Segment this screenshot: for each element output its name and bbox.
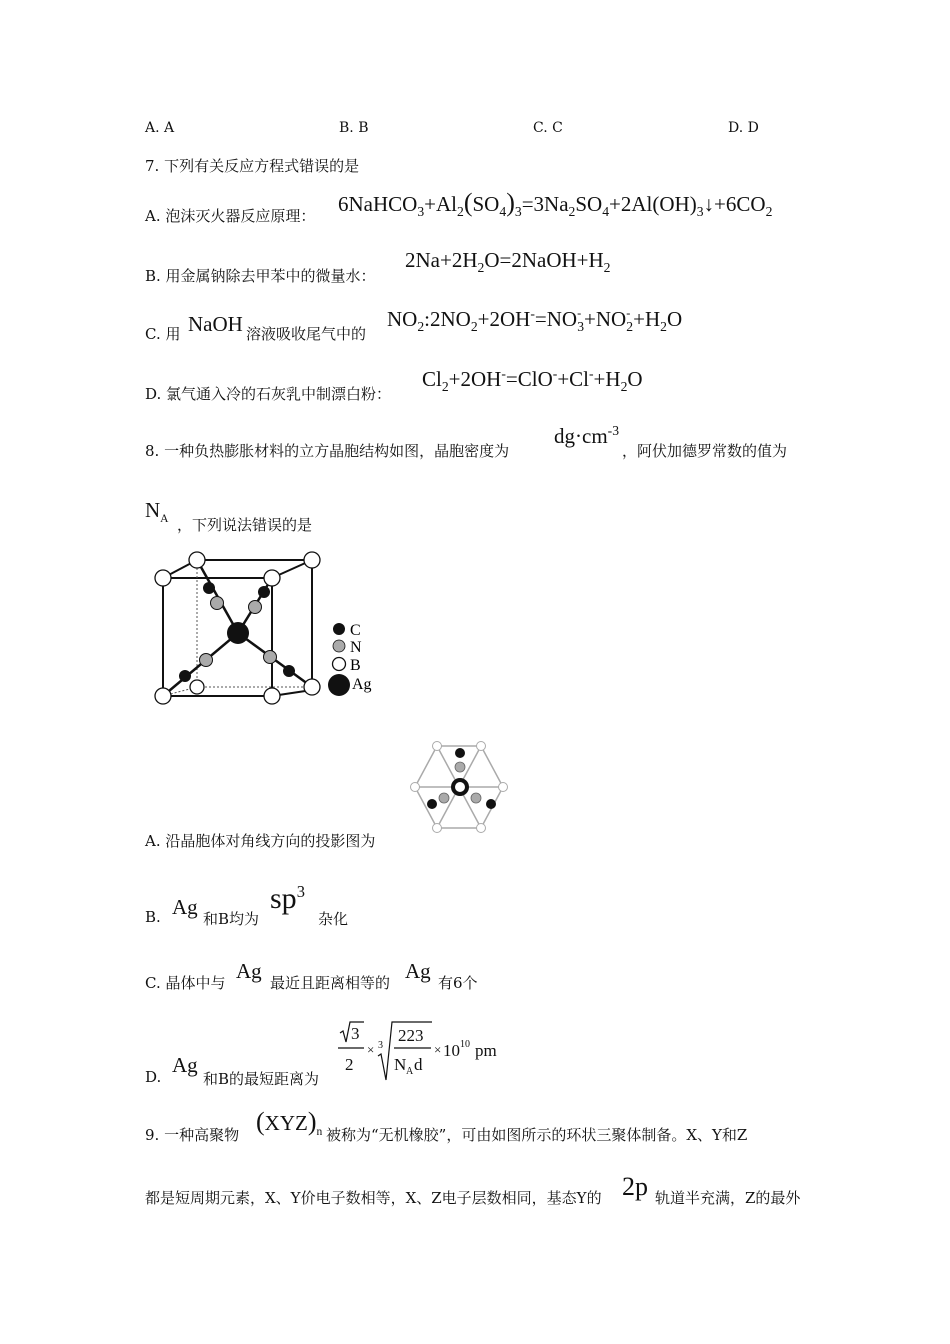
legend-ag-label: Ag: [352, 676, 372, 693]
legend-b-label: B: [350, 657, 361, 674]
svg-text:×: ×: [367, 1042, 375, 1057]
q7-option-c-equation: $NO_2:2NO_2+2OH^-=NO_{-3}+NO_{-2}+H_2O$: [387, 306, 683, 335]
ag-b-overlap-atom: [453, 780, 467, 794]
c-atom: [486, 799, 496, 809]
b-atom: [264, 570, 280, 586]
q8-stem-1: 8. 一种负热膨胀材料的立方晶胞结构如图，晶胞密度为: [145, 442, 510, 460]
legend-n-marker: [333, 640, 345, 652]
c-atom: [179, 670, 191, 682]
b-atom: [477, 742, 486, 751]
q8-stem-2: ，阿伏加德罗常数的值为: [622, 442, 788, 460]
svg-text:A: A: [406, 1066, 414, 1077]
projection-figure: [405, 738, 517, 838]
b-atom: [264, 688, 280, 704]
q8-na-symbol: $N_A$: [145, 498, 169, 526]
crystal-cell-figure: [150, 550, 390, 720]
q8-option-d-numerator: 223: [398, 1026, 424, 1045]
n-atom: [455, 762, 465, 772]
c-atom: [427, 799, 437, 809]
n-atom: [471, 793, 481, 803]
b-atom: [304, 679, 320, 695]
q8-option-c-mid: 最近且距离相等的: [270, 974, 391, 992]
option-d: D. D: [728, 120, 759, 136]
svg-text:10: 10: [460, 1039, 470, 1050]
q8-option-b-mid: 和B均为: [203, 910, 260, 928]
c-atom: [203, 582, 215, 594]
b-atom: [433, 742, 442, 751]
q9-stem-2: 被称为“无机橡胶”，可由如图所示的环状三聚体制备。X、Y和Z: [326, 1126, 748, 1144]
q8-option-d-unit: pm: [475, 1041, 497, 1060]
b-atom: [433, 824, 442, 833]
b-atom: [190, 680, 204, 694]
q9-stem-4: 轨道半充满，Z的最外: [655, 1189, 801, 1207]
legend-ag-marker: [328, 674, 350, 696]
q8-option-d-mid: 和B的最短距离为: [203, 1070, 320, 1088]
q7-option-b-label: B. 用金属钠除去甲苯中的微量水：: [145, 267, 376, 285]
n-atom: [211, 597, 224, 610]
n-atom: [439, 793, 449, 803]
q8-option-d-ag: Ag: [172, 1053, 198, 1077]
b-atom: [155, 570, 171, 586]
n-atom: [200, 654, 213, 667]
b-atom: [411, 783, 420, 792]
svg-text:N: N: [394, 1055, 407, 1074]
b-atom: [499, 783, 508, 792]
q7-option-d-label: D. 氯气通入冷的石灰乳中制漂白粉：: [145, 385, 392, 403]
q7-option-d-equation: $Cl_2+2OH^-=ClO^-+Cl^-+H_2O$: [422, 366, 643, 395]
svg-text:d: d: [414, 1055, 423, 1074]
b-atom: [189, 552, 205, 568]
legend-c-label: C: [350, 622, 361, 639]
q8-density-unit: $dg\cdot cm^{-3}$: [554, 423, 620, 448]
option-b: B. B: [339, 120, 369, 136]
svg-text:×: ×: [434, 1042, 442, 1057]
svg-text:10: 10: [443, 1041, 460, 1060]
q9-polymer-formula: $(XYZ)_n$: [256, 1107, 323, 1139]
q9-stem-3: 都是短周期元素，X、Y价电子数相等，X、Z电子层数相同，基态Y的: [145, 1189, 602, 1207]
option-a: A. A: [145, 120, 175, 136]
q8-option-c-suffix: 有6个: [438, 974, 478, 992]
c-atom: [258, 586, 270, 598]
b-atom: [155, 688, 171, 704]
n-atom: [264, 651, 277, 664]
q7-stem: 7. 下列有关反应方程式错误的是: [145, 157, 360, 175]
q7-option-a-label: A. 泡沫灭火器反应原理：: [145, 207, 316, 225]
b-atom: [304, 552, 320, 568]
q8-option-c-ag1: Ag: [236, 959, 262, 983]
q7-option-c-label-2: 溶液吸收尾气中的: [246, 325, 367, 343]
q8-option-b-ag: Ag: [172, 895, 198, 919]
q7-option-b-equation: $2Na+2H_2O=2NaOH+H_2$: [405, 248, 611, 276]
q7-option-c-naoh: NaOH: [188, 312, 243, 336]
ag-atom: [227, 622, 249, 644]
q7-option-c-label: C. 用: [145, 325, 181, 343]
q8-option-c-prefix: C. 晶体中与: [145, 974, 226, 992]
legend-n-label: N: [350, 639, 362, 656]
legend-b-marker: [333, 658, 346, 671]
option-c: C. C: [533, 120, 563, 136]
q8-option-b-suffix: 杂化: [318, 910, 349, 928]
q8-option-b-prefix: B.: [145, 908, 161, 926]
q8-option-a-label: A. 沿晶胞体对角线方向的投影图为: [145, 832, 376, 850]
svg-text:3: 3: [378, 1040, 383, 1051]
c-atom: [455, 748, 465, 758]
q8-stem-3: ，下列说法错误的是: [177, 516, 313, 534]
legend-c-marker: [333, 623, 345, 635]
b-atom: [477, 824, 486, 833]
q8-option-d-prefix: D.: [145, 1068, 162, 1086]
q9-2p-orbital: 2p: [622, 1172, 648, 1201]
svg-text:3: 3: [351, 1024, 360, 1043]
q9-stem-1: 9. 一种高聚物: [145, 1126, 240, 1144]
q8-option-b-sp3: $sp^3$: [270, 882, 305, 915]
svg-text:2: 2: [345, 1055, 354, 1074]
q8-option-d-formula: [334, 1018, 514, 1084]
n-atom: [249, 601, 262, 614]
q8-option-c-ag2: Ag: [405, 959, 431, 983]
c-atom: [283, 665, 295, 677]
q7-option-a-equation: $6NaHCO_3+Al_2(SO_4)_3=3Na_2SO_4+2Al(OH)_3↓+6CO_2$: [338, 188, 773, 220]
